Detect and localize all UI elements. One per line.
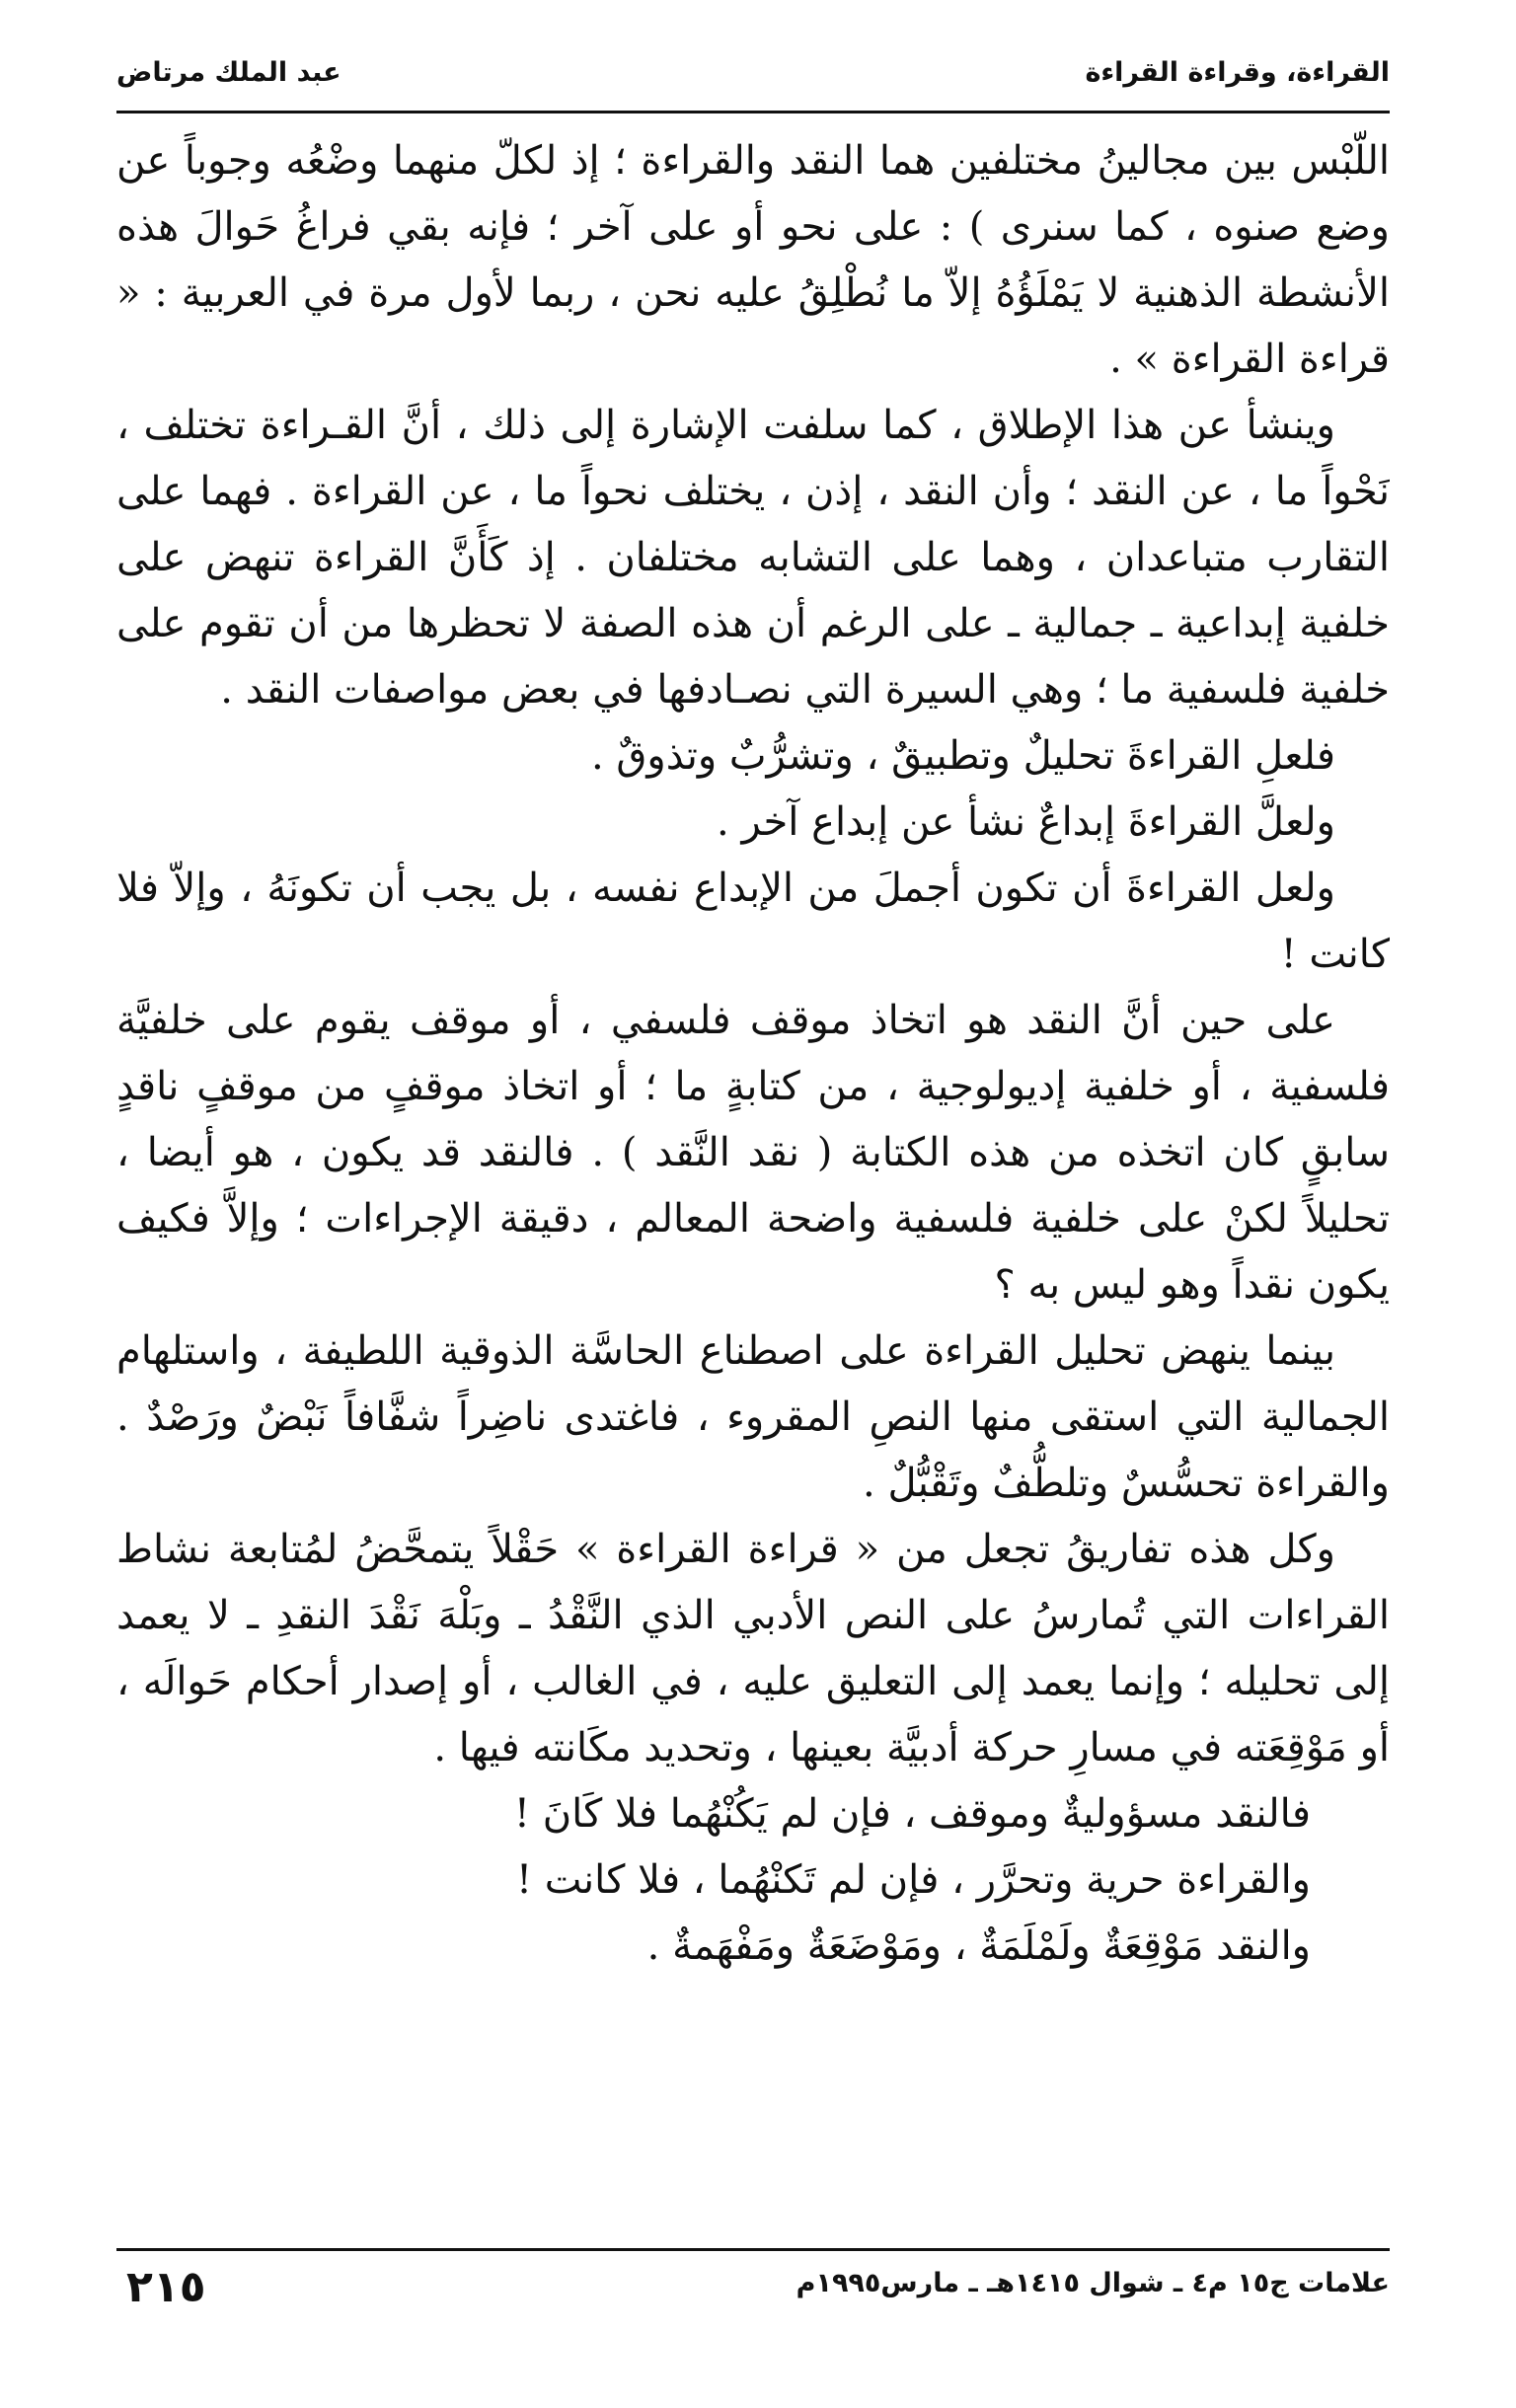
page-footer bbox=[116, 2262, 1390, 2331]
paragraph: وينشأ عن هذا الإطلاق ، كما سلفت الإشارة إلى ذلك ، أنَّ القـراءة تختلف ، نَحْواً ما ، عن النقد ؛ وأن النقد ، إذن ، يختلف نحواً ما ، عن القراءة . فهما على التقارب متباعدان ، وهما على التشابه مختلفان . إذ كَأَنَّ القراءة تنهض على خلفية إبداعية ـ جمالية ـ على الرغم أن هذه الصفة لا تحظرها من أن تقوم على خلفية فلسفية ما ؛ وهي السيرة التي نصـادفها في بعض مواصفات النقد . bbox=[116, 403, 1390, 713]
paragraph: ولعلَّ القراءةَ إبداعٌ نشأ عن إبداع آخر . bbox=[717, 799, 1335, 845]
body-text bbox=[116, 128, 1390, 2235]
paragraph: وكل هذه تفاريقُ تجعل من « قراءة القراءة » حَقْلاً يتمحَّضُ لمُتابعة نشاط القراءات التي تُمارسُ على النص الأدبي الذي النَّقْدُ ـ وبَلْهَ نَقْدَ النقدِ ـ لا يعمد إلى تحليله ؛ وإنما يعمد إلى التعليق عليه ، في الغالب ، أو إصدار أحكام حَوالَه ، أو مَوْقِعَته في مسارِ حركة أدبيَّة بعينها ، وتحديد مكَانته فيها . bbox=[116, 1527, 1390, 1770]
paragraph: اللّبْس بين مجالينُ مختلفين هما النقد والقراءة ؛ إذ لكلّ منهما وضْعُه وجوباً عن وضع صنوه ، كما سنرى ) : على نحو أو على آخر ؛ فإنه بقي فراغُ حَوالَ هذه الأنشطة الذهنية لا يَمْلَؤُهُ إلاّ ما نُطْلِقُ عليه نحن ، ربما لأول مرة في العربية : « قراءة القراءة » . bbox=[116, 138, 1390, 382]
header-rule bbox=[116, 111, 1390, 113]
paragraph: والقراءة حرية وتحرَّر ، فإن لم تَكنْهُما ، فلا كانت ! bbox=[515, 1857, 1311, 1903]
footer-rule bbox=[116, 2248, 1390, 2251]
paragraph: فلعلِ القراءةَ تحليلٌ وتطبيقٌ ، وتشرُّبٌ وتذوقٌ . bbox=[590, 733, 1335, 779]
page-number: ٢١٥ bbox=[126, 2262, 206, 2312]
paragraph: بينما ينهض تحليل القراءة على اصطناع الحاسَّة الذوقية اللطيفة ، واستلهام الجمالية التي استقى منها النصِ المقروء ، فاغتدى ناضِراً شفَّافاً نَبْضٌ ورَصْدٌ . والقراءة تحسُّسٌ وتلطُّفٌ وتَقْبُّلٌ . bbox=[116, 1328, 1390, 1506]
paragraph: والنقد مَوْقِعَةٌ ولَمْلَمَةٌ ، ومَوْضَعَةٌ ومَفْهَمةٌ . bbox=[646, 1923, 1311, 1969]
paragraph: ولعل القراءةَ أن تكون أجملَ من الإبداع نفسه ، بل يجب أن تكونَهُ ، وإلاّ فلا كانت ! bbox=[116, 865, 1390, 977]
page-header bbox=[116, 57, 1390, 105]
running-title: القراءة، وقراءة القراءة bbox=[1085, 57, 1390, 88]
paragraph: فالنقد مسؤوليةٌ وموقف ، فإن لم يَكُنْهُما فلا كَانَ ! bbox=[513, 1791, 1311, 1837]
author-name: عبد الملك مرتاض bbox=[116, 57, 341, 88]
paragraph: على حين أنَّ النقد هو اتخاذ موقف فلسفي ، أو موقف يقوم على خلفيَّة فلسفية ، أو خلفية إديولوجية ، من كتابةٍ ما ؛ أو اتخاذ موقفٍ من موقفٍ ناقدٍ سابقٍ كان اتخذه من هذه الكتابة ( نقد النَّقد ) . فالنقد قد يكون ، هو أيضا ، تحليلاً لكنْ على خلفية فلسفية واضحة المعالم ، دقيقة الإجراءات ؛ وإلاَّ فكيف يكون نقداً وهو ليس به ؟ bbox=[116, 998, 1390, 1308]
journal-citation: علامات ج١٥ م٤ ـ شوال ١٤١٥هـ ـ مارس١٩٩٥م bbox=[796, 2268, 1390, 2298]
